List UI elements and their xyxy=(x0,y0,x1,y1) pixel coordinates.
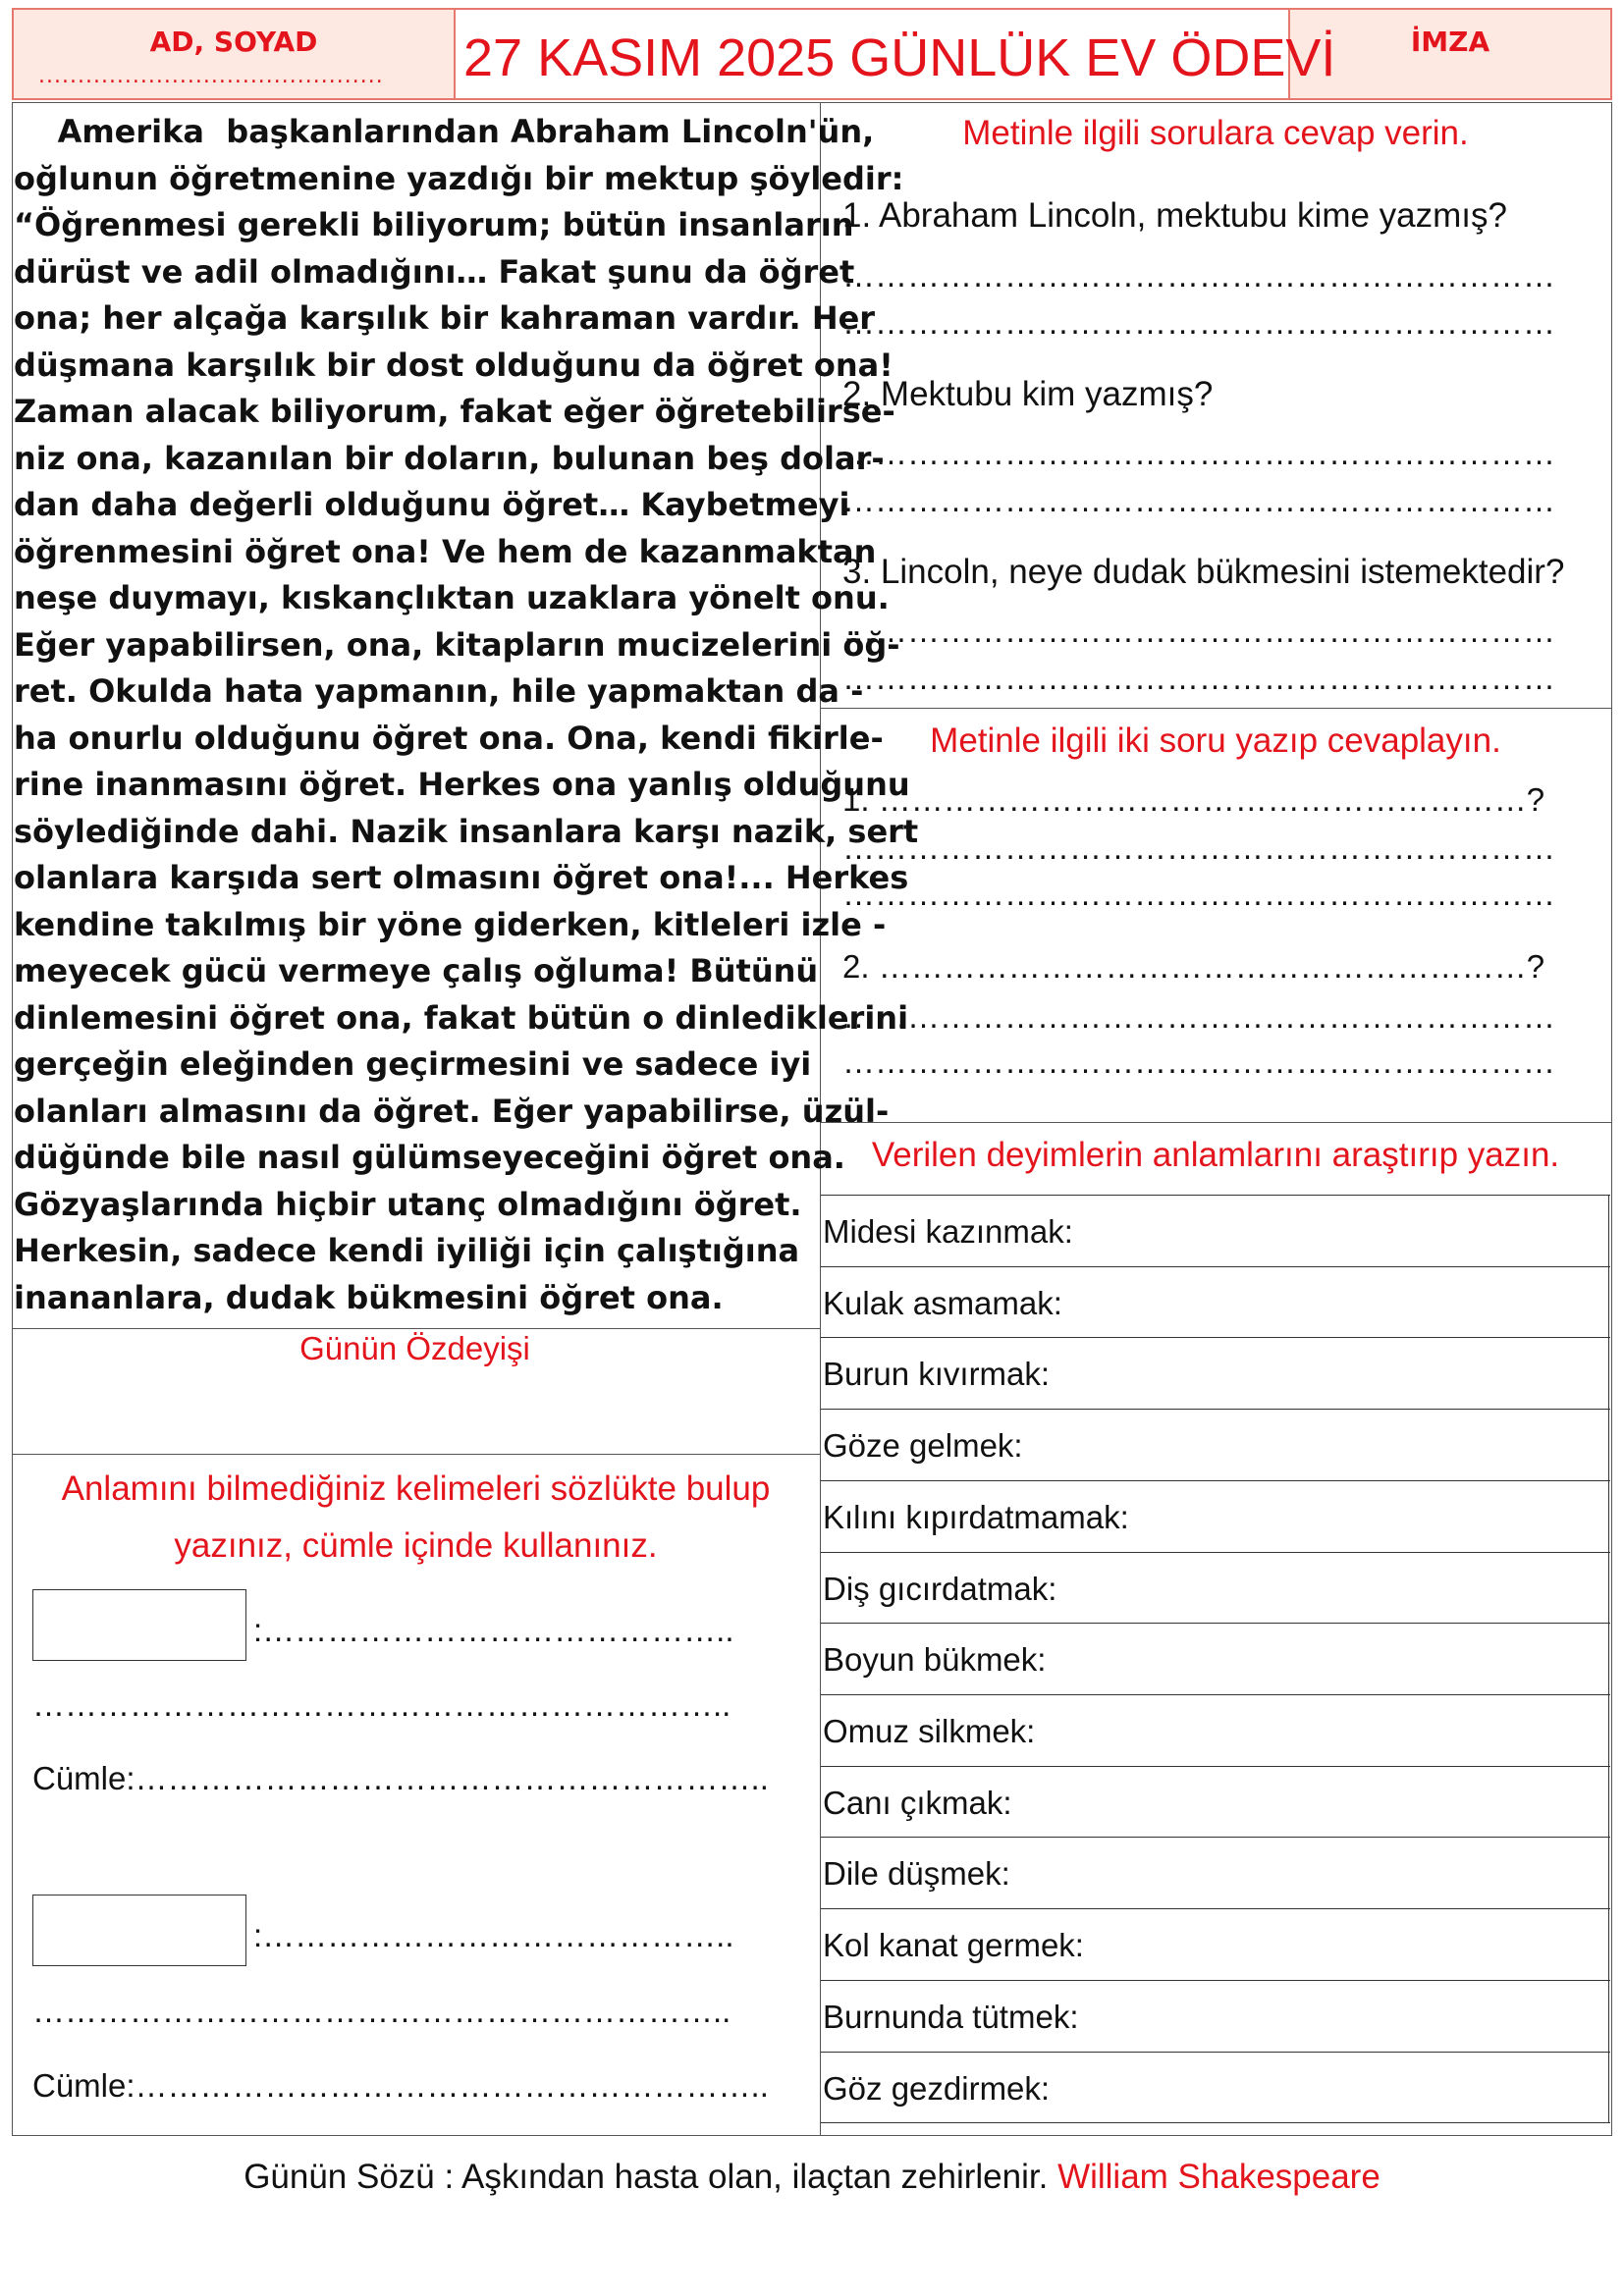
quote-text: Günün Sözü : Aşkından hasta olan, ilaçtan zehirlenir. xyxy=(244,2158,1049,2196)
answer-line[interactable]: ………………………………………………………… xyxy=(842,998,1555,1035)
passage-line: düşmana karşılık bir dost olduğunu da öğret ona! xyxy=(14,346,893,384)
passage-line: oğlunun öğretmenine yazdığı bir mektup şöyledir: xyxy=(14,159,904,197)
question-2: 2. Mektubu kim yazmış? xyxy=(842,375,1214,413)
divider xyxy=(821,1122,1612,1123)
idiom-row[interactable]: Burun kıvırmak: xyxy=(821,1337,1610,1409)
ozdeyis-answer-area[interactable] xyxy=(29,1374,805,1443)
vocab-title-line: Anlamını bilmediğiniz kelimeleri sözlükte bulup xyxy=(61,1469,771,1508)
passage-line: Zaman alacak biliyorum, fakat eğer öğretebilirse- xyxy=(14,393,895,430)
answer-line[interactable]: ………………………………………………………… xyxy=(842,1043,1555,1080)
question-3: 3. Lincoln, neye dudak bükmesini istemektedir? xyxy=(842,553,1565,591)
passage-line: olanlara karşıda sert olmasını öğret ona!... Herkes xyxy=(14,859,909,896)
quote-of-the-day xyxy=(0,2158,1624,2197)
name-cell xyxy=(14,10,456,98)
own-question-1[interactable]: 1. ……………………………………………………? xyxy=(842,781,1545,818)
divider xyxy=(12,1328,821,1329)
idiom-row[interactable]: Göze gelmek: xyxy=(821,1409,1610,1480)
passage-line: Eğer yapabilirsen, ona, kitapların mucizelerini öğ- xyxy=(14,625,900,664)
passage-line: Gözyaşlarında hiçbir utanç olmadığını öğret. xyxy=(14,1185,802,1223)
idiom-row[interactable]: Midesi kazınmak: xyxy=(821,1195,1610,1266)
vocab-title xyxy=(12,1461,820,1575)
question-1: 1. Abraham Lincoln, mektubu kime yazmış? xyxy=(842,196,1507,235)
answer-line[interactable]: ………………………………………………………… xyxy=(842,613,1555,649)
signature-cell[interactable] xyxy=(1290,10,1610,98)
questions-title: Metinle ilgili sorulara cevap verin. xyxy=(962,114,1469,152)
idiom-row[interactable]: Diş gıcırdatmak: xyxy=(821,1552,1610,1624)
passage-line: kendine takılmış bir yöne giderken, kitleleri izle - xyxy=(14,905,887,943)
passage-line: rine inanmasını öğret. Herkes ona yanlış olduğunu xyxy=(14,766,910,803)
own-questions-title: Metinle ilgili iki soru yazıp cevaplayın. xyxy=(930,721,1501,760)
answer-line[interactable]: ………………………………………………………… xyxy=(842,257,1555,294)
ozdeyis-title: Günün Özdeyişi xyxy=(299,1330,530,1366)
passage-line: gerçeğin eleğinden geçirmesini ve sadece iyi xyxy=(14,1045,812,1083)
idiom-row[interactable]: Kulak asmamak: xyxy=(821,1266,1610,1338)
title-cell xyxy=(456,10,1336,98)
passage-line: meyecek gücü vermeye çalış oğluma! Bütünü xyxy=(14,952,819,989)
passage-line: ret. Okulda hata yapmanın, hile yapmaktan da - xyxy=(14,672,864,710)
idiom-row[interactable]: Göz gezdirmek: xyxy=(821,2052,1610,2123)
own-question-2[interactable]: 2. ……………………………………………………? xyxy=(842,948,1545,985)
sentence-dots: ………………………………………………….. xyxy=(135,2067,769,2104)
sentence-label: Cümle: xyxy=(32,1760,135,1796)
passage-line: ha onurlu olduğunu öğret ona. Ona, kendi fikirle- xyxy=(14,719,884,757)
word-box[interactable] xyxy=(32,1589,246,1661)
sentence-line[interactable] xyxy=(32,1760,788,1797)
passage-line: Amerika başkanlarından Abraham Lincoln'ün, xyxy=(14,113,875,150)
signature-label: İMZA xyxy=(1410,26,1490,58)
page-title: 27 KASIM 2025 GÜNLÜK EV ÖDEVİ xyxy=(463,28,1336,87)
passage-line: söylediğinde dahi. Nazik insanlara karşı nazik, sert xyxy=(14,812,919,850)
answer-line[interactable]: ………………………………………………………… xyxy=(842,660,1555,696)
sentence-dots: ………………………………………………….. xyxy=(135,1760,769,1796)
idiom-row[interactable]: Kılını kıpırdatmamak: xyxy=(821,1480,1610,1552)
meaning-line[interactable]: :…………………………………….. xyxy=(253,1612,734,1648)
idiom-row[interactable]: Kol kanat germek: xyxy=(821,1908,1610,1980)
passage-line: düğünde bile nasıl gülümseyeceğini öğret ona. xyxy=(14,1139,845,1176)
passage-line: dinlemesini öğret ona, fakat bütün o dinlediklerini xyxy=(14,998,909,1037)
answer-line[interactable]: ………………………………………………………… xyxy=(842,829,1555,866)
idiom-row[interactable]: Burnunda tütmek: xyxy=(821,1980,1610,2052)
answer-line[interactable]: ………………………………………………………… xyxy=(842,482,1555,518)
name-field[interactable]: ............................................ xyxy=(38,64,384,88)
passage-line: Herkesin, sadece kendi iyiliği için çalıştığına xyxy=(14,1232,800,1269)
answer-line[interactable]: ………………………………………………………… xyxy=(842,435,1555,471)
idiom-row[interactable]: Dile düşmek: xyxy=(821,1837,1610,1908)
passage-line: olanları almasını da öğret. Eğer yapabilirse, üzül- xyxy=(14,1092,890,1130)
passage-line: dan daha değerli olduğunu öğret… Kaybetmeyi xyxy=(14,486,850,523)
passage-line: öğrenmesini öğret ona! Ve hem de kazanmaktan xyxy=(14,532,877,570)
meaning-line-extra[interactable]: ……………………………………………………….. xyxy=(32,1993,731,2029)
reading-passage xyxy=(14,109,919,1321)
passage-line: dürüst ve adil olmadığını… Fakat şunu da öğret xyxy=(14,252,855,291)
passage-line: ona; her alçağa karşılık bir kahraman vardır. Her xyxy=(14,299,876,337)
passage-line: niz ona, kazanılan bir doların, bulunan beş dolar- xyxy=(14,439,885,477)
passage-line: inananlara, dudak bükmesini öğret ona. xyxy=(14,1278,724,1316)
divider xyxy=(821,708,1612,709)
header-bar xyxy=(12,8,1612,100)
vocab-title-line: yazınız, cümle içinde kullanınız. xyxy=(174,1526,658,1565)
idiom-row[interactable]: Canı çıkmak: xyxy=(821,1766,1610,1838)
name-label: AD, SOYAD xyxy=(149,26,318,58)
meaning-line[interactable]: :…………………………………….. xyxy=(253,1917,734,1953)
idiom-row[interactable]: Boyun bükmek: xyxy=(821,1623,1610,1694)
answer-line[interactable]: ………………………………………………………… xyxy=(842,304,1555,341)
passage-line: “Öğrenmesi gerekli biliyorum; bütün insanların xyxy=(14,206,854,243)
sentence-label: Cümle: xyxy=(32,2067,135,2104)
meaning-line-extra[interactable]: ……………………………………………………….. xyxy=(32,1686,731,1723)
passage-line: neşe duymayı, kıskançlıktan uzaklara yönelt onu. xyxy=(14,579,890,616)
idioms-title: Verilen deyimlerin anlamlarını araştırıp yazın. xyxy=(871,1136,1560,1174)
divider xyxy=(12,1454,821,1455)
idiom-row[interactable]: Omuz silkmek: xyxy=(821,1694,1610,1766)
sentence-line[interactable] xyxy=(32,2067,788,2105)
quote-author: William Shakespeare xyxy=(1057,2158,1380,2196)
word-box[interactable] xyxy=(32,1895,246,1966)
answer-line[interactable]: ………………………………………………………… xyxy=(842,876,1555,912)
